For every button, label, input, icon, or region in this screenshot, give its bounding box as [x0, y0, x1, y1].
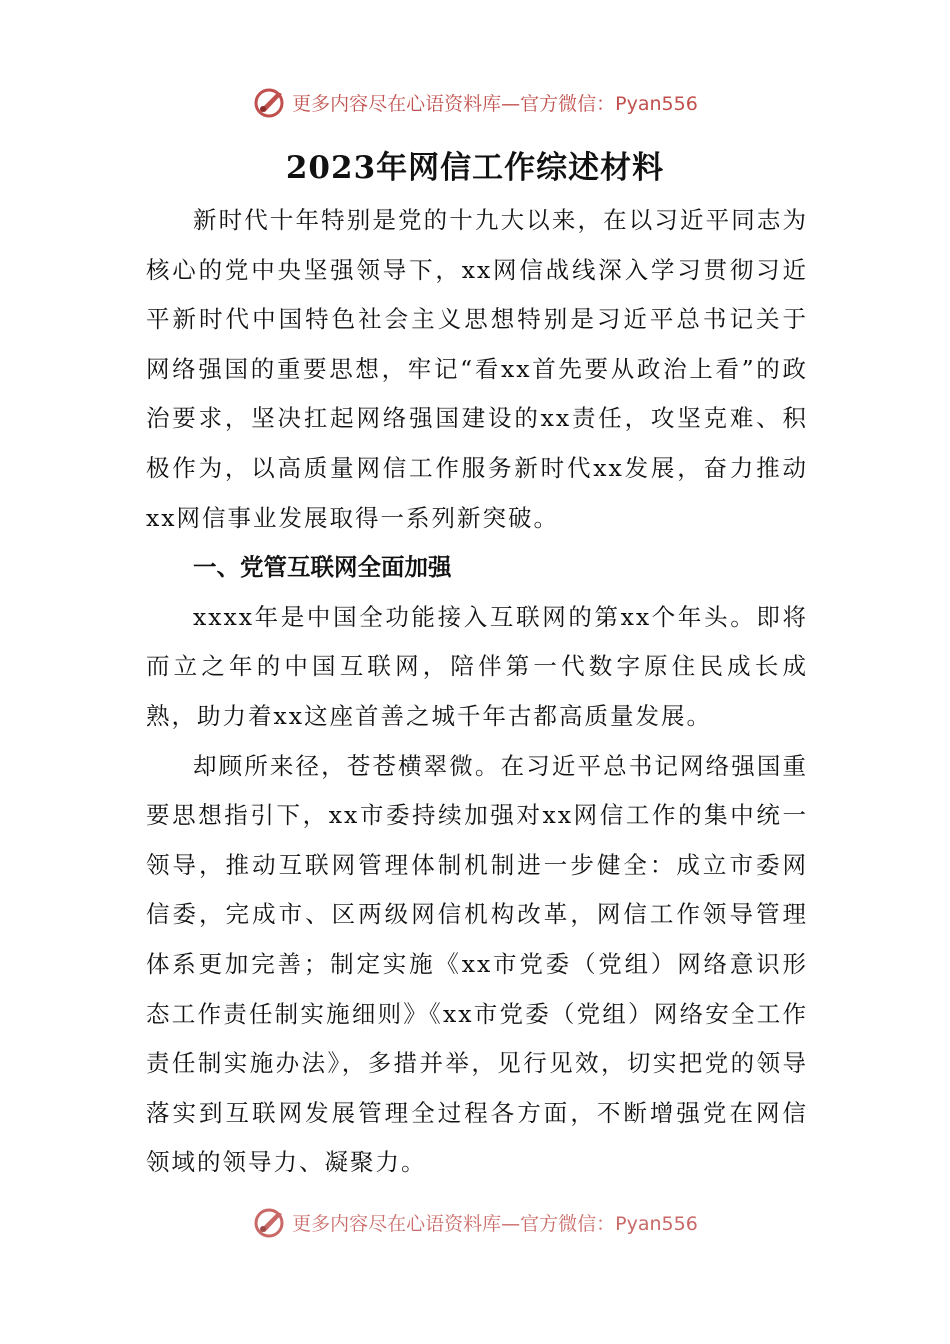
intro-paragraph: 新时代十年特别是党的十九大以来，在以习近平同志为核心的党中央坚强领导下，xx网信战线深入学习贯彻习近平新时代中国特色社会主义思想特别是习近平总书记关于网络强国的重要思想，牢记“看xx首先要从政治上看”的政治要求，坚决扛起网络强国建设的xx责任，攻坚克难、积极作为，以高质量网信工作服务新时代xx发展，奋力推动xx网信事业发展取得一系列新突破。 [146, 206, 808, 532]
header-banner [0, 84, 950, 120]
page-title: 2023年网信工作综述材料 [285, 150, 665, 186]
section-paragraph: xxxx年是中国全功能接入互联网的第xx个年头。即将而立之年的中国互联网，陪伴第一代数字原住民成长成熟，助力着xx这座首善之城千年古都高质量发展。 [146, 602, 808, 730]
header-banner-text: 更多内容尽在心语资料库—官方微信：Pyan556 [292, 92, 698, 115]
pen-logo-icon [252, 1204, 288, 1240]
footer-banner-text: 更多内容尽在心语资料库—官方微信：Pyan556 [292, 1212, 698, 1235]
section-heading: 一、党管互联网全面加强 [193, 553, 452, 582]
pen-logo-icon [252, 84, 288, 120]
document-body [146, 196, 808, 1188]
footer-banner [0, 1204, 950, 1240]
section-paragraph: 却顾所来径，苍苍横翠微。在习近平总书记网络强国重要思想指引下，xx市委持续加强对xx网信工作的集中统一领导，推动互联网管理体制机制进一步健全：成立市委网信委，完成市、区两级网信机构改革，网信工作领导管理体系更加完善；制定实施《xx市党委（党组）网络意识形态工作责任制实施细则》《xx市党委（党组）网络安全工作责任制实施办法》，多措并举，见行见效，切实把党的领导落实到互联网发展管理全过程各方面，不断增强党在网信领域的领导力、凝聚力。 [146, 751, 808, 1177]
